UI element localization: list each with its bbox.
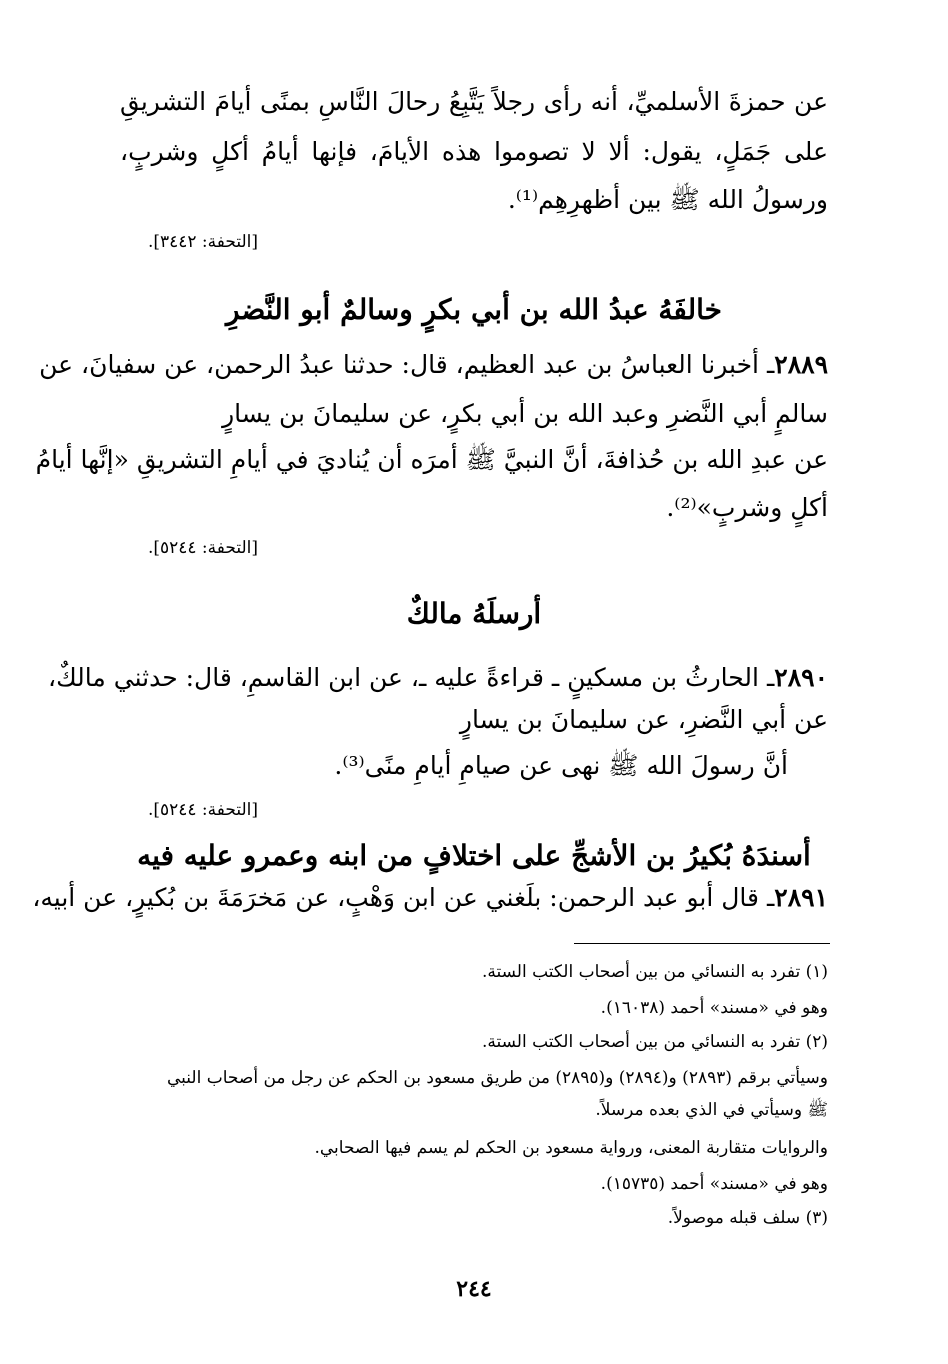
text-line: أنَّ رسولَ الله ﷺ نهى عن صيامِ أيامِ منًى⁽³⁾. xyxy=(334,751,788,780)
text-line: عن عبدِ الله بن حُذافةَ، أنَّ النبيَّ ﷺ أمرَه أن يُناديَ في أيامِ التشريقِ «إنَّها أيامُ xyxy=(35,445,828,474)
hadith-line xyxy=(32,878,828,918)
footnote: وسيأتي برقم (٢٨٩٣) و(٢٨٩٤) و(٢٨٩٥) من طريق مسعود بن الحكم عن رجل من أصحاب النبي xyxy=(166,1068,828,1088)
hadith-text: ـ قال أبو عبد الرحمن: بلَغني عن ابن وَهْبٍ، عن مَخرَمَةَ بن بُكيرٍ، عن أبيه، xyxy=(32,883,775,912)
footnote: وهو في «مسند» أحمد (١٥٧٣٥). xyxy=(600,1174,828,1194)
section-heading: خالفَهُ عبدُ الله بن أبي بكرٍ وسالمٌ أبو النَّضرِ xyxy=(226,293,722,326)
footnote: (١) تفرد به النسائي من بين أصحاب الكتب الستة. xyxy=(481,962,828,982)
hadith-text: ـ الحارثُ بن مسكينٍ ـ قراءةً عليه ـ، عن ابن القاسمِ، قال: حدثني مالكٌ، xyxy=(48,663,775,692)
tuhfa-reference: [التحفة: ٥٢٤٤]. xyxy=(147,538,258,558)
text-line: ورسولُ الله ﷺ بين أظهرِهِم⁽¹⁾. xyxy=(507,185,828,214)
text-line: أكلٍ وشربٍ»⁽²⁾. xyxy=(666,493,828,522)
footnote: (٣) سلف قبله موصولاً. xyxy=(667,1208,828,1228)
text-line: عن أبي النَّضرِ، عن سليمانَ بن يسارٍ xyxy=(459,705,828,734)
text-line: عن حمزةَ الأسلميِّ، أنه رأى رجلاً يَتَّبِعُ رحالَ النَّاسِ بمنًى أيامَ التشريقِ xyxy=(120,87,828,116)
hadith-line xyxy=(39,345,828,385)
footnote: والروايات متقاربة المعنى، ورواية مسعود بن الحكم لم يسم فيها الصحابي. xyxy=(314,1138,828,1158)
page-number: ٢٤٤ xyxy=(456,1276,492,1302)
footnote: وهو في «مسند» أحمد (١٦٠٣٨). xyxy=(600,998,828,1018)
hadith-number: ٢٨٩١ xyxy=(774,883,828,912)
hadith-number: ٢٨٩٠ xyxy=(774,663,828,692)
hadith-line xyxy=(48,658,828,698)
text-line: على جَمَلٍ، يقول: ألا لا تصوموا هذه الأيامَ، فإنها أيامُ أكلٍ وشربٍ، xyxy=(120,137,828,166)
footnote: ﷺ وسيأتي في الذي بعده مرسلاً. xyxy=(595,1100,828,1120)
tuhfa-reference: [التحفة: ٣٤٤٢]. xyxy=(147,232,258,252)
section-heading: أرسلَهُ مالكٌ xyxy=(406,597,542,630)
hadith-text: ـ أخبرنا العباسُ بن عبد العظيم، قال: حدثنا عبدُ الرحمن، عن سفيانَ، عن xyxy=(39,350,775,379)
hadith-number: ٢٨٨٩ xyxy=(774,350,828,379)
text-line: سالمٍ أبي النَّضرِ وعبد الله بن أبي بكرٍ، عن سليمانَ بن يسارٍ xyxy=(222,399,828,428)
footnote-divider xyxy=(574,943,830,944)
section-heading: أسندَهُ بُكيرُ بن الأشجِّ على اختلافٍ من ابنه وعمرو عليه فيه xyxy=(137,839,811,872)
footnote: (٢) تفرد به النسائي من بين أصحاب الكتب الستة. xyxy=(481,1032,828,1052)
tuhfa-reference: [التحفة: ٥٢٤٤]. xyxy=(147,800,258,820)
